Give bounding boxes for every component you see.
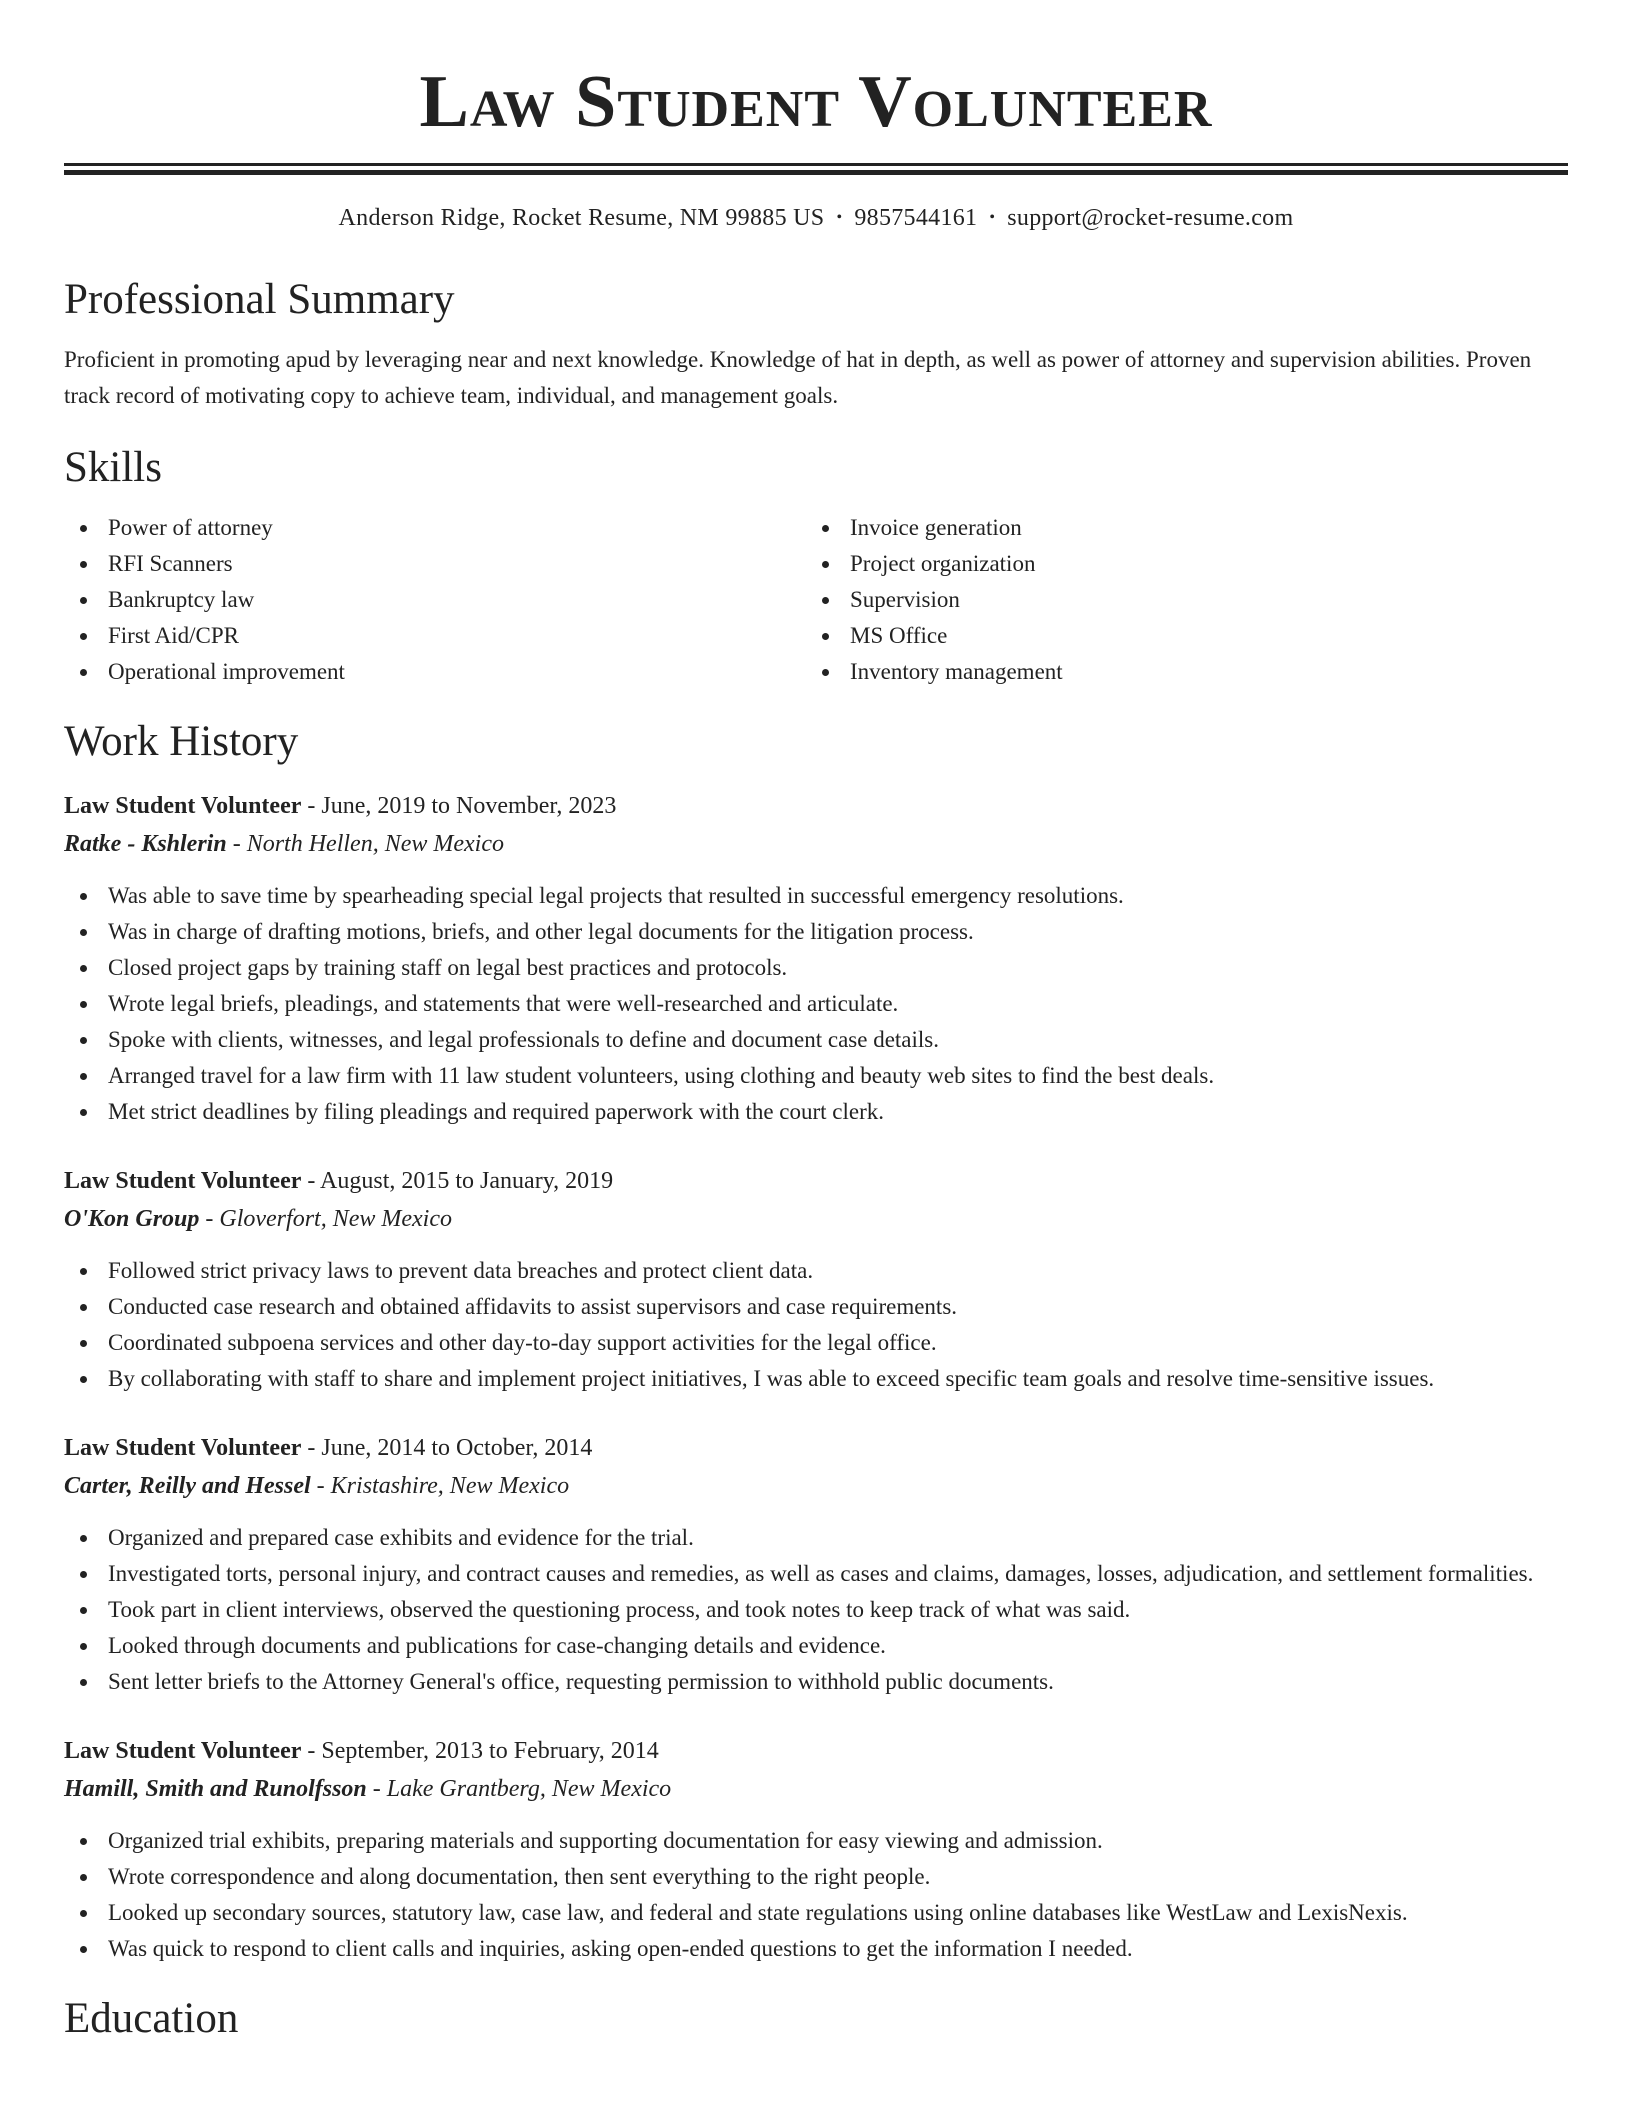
skills-column-left (64, 510, 806, 690)
job-entry (64, 1162, 1568, 1397)
job-employer (64, 1770, 1568, 1808)
job-header (64, 1162, 1568, 1200)
job-location: North Hellen, New Mexico (246, 831, 504, 857)
job-company: Hamill, Smith and Runolfsson (64, 1776, 367, 1802)
job-bullet: Investigated torts, personal injury, and contract causes and remedies, as well as cases and claims, damages, losses, adjudication, and settlement formalities. (64, 1556, 1568, 1592)
job-bullet: Arranged travel for a law firm with 11 law student volunteers, using clothing and beauty web sites to find the best deals. (64, 1058, 1568, 1094)
skill-item: First Aid/CPR (64, 618, 806, 654)
job-dash: - (366, 1776, 387, 1802)
job-bullets (64, 1520, 1568, 1700)
skills-heading: Skills (64, 444, 162, 491)
summary-text: Proficient in promoting apud by leveraging near and next knowledge. Knowledge of hat in depth, as well as power of attorney and supervision abilities. Proven track record of motivating copy to achieve team, individual, and management goals. (64, 347, 1532, 408)
job-entry (64, 787, 1568, 1130)
job-bullet: Sent letter briefs to the Attorney General's office, requesting permission to withhold public documents. (64, 1664, 1568, 1700)
resume-title: Law Student Volunteer (419, 61, 1213, 143)
job-dates: August, 2015 to January, 2019 (320, 1168, 614, 1194)
contact-separator: • (836, 209, 843, 226)
job-entry (64, 1429, 1568, 1700)
job-location: Gloverfort, New Mexico (219, 1206, 452, 1232)
job-role: Law Student Volunteer (64, 1738, 302, 1764)
skills-list (64, 510, 1568, 690)
job-bullet: Closed project gaps by training staff on legal best practices and protocols. (64, 950, 1568, 986)
job-bullet: Was in charge of drafting motions, briefs, and other legal documents for the litigation process. (64, 914, 1568, 950)
skill-item: Bankruptcy law (64, 582, 806, 618)
contact-separator: • (989, 209, 996, 226)
skill-item: Project organization (806, 546, 1063, 582)
job-location: Kristashire, New Mexico (330, 1473, 570, 1499)
job-location: Lake Grantberg, New Mexico (386, 1776, 672, 1802)
skill-item: Supervision (806, 582, 1063, 618)
job-header (64, 787, 1568, 825)
job-employer (64, 1467, 1568, 1505)
contact-email: support@rocket-resume.com (1007, 205, 1294, 231)
job-bullets (64, 1253, 1568, 1397)
skill-item: MS Office (806, 618, 1063, 654)
job-company: Ratke - Kshlerin (64, 831, 227, 857)
job-bullet: Was quick to respond to client calls and inquiries, asking open-ended questions to get the information I needed. (64, 1931, 1568, 1967)
job-bullet: Wrote legal briefs, pleadings, and statements that were well-researched and articulate. (64, 986, 1568, 1022)
job-employer (64, 825, 1568, 863)
skill-item: Invoice generation (806, 510, 1063, 546)
resume-page (64, 0, 1568, 2045)
contact-address: Anderson Ridge, Rocket Resume, NM 99885 US (338, 205, 825, 231)
job-role: Law Student Volunteer (64, 793, 302, 819)
summary-heading: Professional Summary (64, 276, 455, 323)
contact-phone: 9857544161 (854, 205, 978, 231)
job-bullet: Organized trial exhibits, preparing materials and supporting documentation for easy viewing and admission. (64, 1823, 1568, 1859)
skill-item: Power of attorney (64, 510, 806, 546)
job-bullets (64, 1823, 1568, 1967)
job-bullet: Spoke with clients, witnesses, and legal professionals to define and document case details. (64, 1022, 1568, 1058)
work-history-heading: Work History (64, 718, 299, 765)
job-dash: - (301, 1738, 322, 1764)
job-bullet: Was able to save time by spearheading special legal projects that resulted in successful emergency resolutions. (64, 878, 1568, 914)
title-divider (64, 163, 1568, 166)
job-dates: June, 2019 to November, 2023 (321, 793, 617, 819)
job-bullet: Organized and prepared case exhibits and evidence for the trial. (64, 1520, 1568, 1556)
skill-item: Inventory management (806, 654, 1063, 690)
job-bullet: Coordinated subpoena services and other day-to-day support activities for the legal office. (64, 1325, 1568, 1361)
job-header (64, 1732, 1568, 1770)
job-bullet: Took part in client interviews, observed the questioning process, and took notes to keep track of what was said. (64, 1592, 1568, 1628)
job-dash: - (301, 793, 322, 819)
job-employer (64, 1200, 1568, 1238)
job-bullet: Conducted case research and obtained affidavits to assist supervisors and case requirements. (64, 1289, 1568, 1325)
job-bullet: Met strict deadlines by filing pleadings and required paperwork with the court clerk. (64, 1094, 1568, 1130)
job-dash: - (301, 1168, 321, 1194)
job-bullet: By collaborating with staff to share and implement project initiatives, I was able to exceed specific team goals and resolve time-sensitive issues. (64, 1361, 1568, 1397)
job-company: O'Kon Group (64, 1206, 200, 1232)
job-entry (64, 1732, 1568, 1967)
job-bullet: Looked up secondary sources, statutory law, case law, and federal and state regulations using online databases like WestLaw and LexisNexis. (64, 1895, 1568, 1931)
job-role: Law Student Volunteer (64, 1168, 302, 1194)
education-heading: Education (64, 1995, 239, 2042)
job-dates: June, 2014 to October, 2014 (321, 1435, 593, 1461)
job-bullet: Looked through documents and publications for case-changing details and evidence. (64, 1628, 1568, 1664)
job-dash: - (226, 831, 247, 857)
job-company: Carter, Reilly and Hessel (64, 1473, 311, 1499)
job-header (64, 1429, 1568, 1467)
job-dates: September, 2013 to February, 2014 (321, 1738, 659, 1764)
job-dash: - (310, 1473, 331, 1499)
skill-item: Operational improvement (64, 654, 806, 690)
skill-item: RFI Scanners (64, 546, 806, 582)
job-bullet: Wrote correspondence and along documentation, then sent everything to the right people. (64, 1859, 1568, 1895)
job-dash: - (199, 1206, 220, 1232)
job-dash: - (301, 1435, 322, 1461)
skills-column-right (806, 510, 1063, 690)
job-role: Law Student Volunteer (64, 1435, 302, 1461)
contact-line (64, 203, 1568, 233)
job-bullets (64, 878, 1568, 1130)
job-bullet: Followed strict privacy laws to prevent data breaches and protect client data. (64, 1253, 1568, 1289)
